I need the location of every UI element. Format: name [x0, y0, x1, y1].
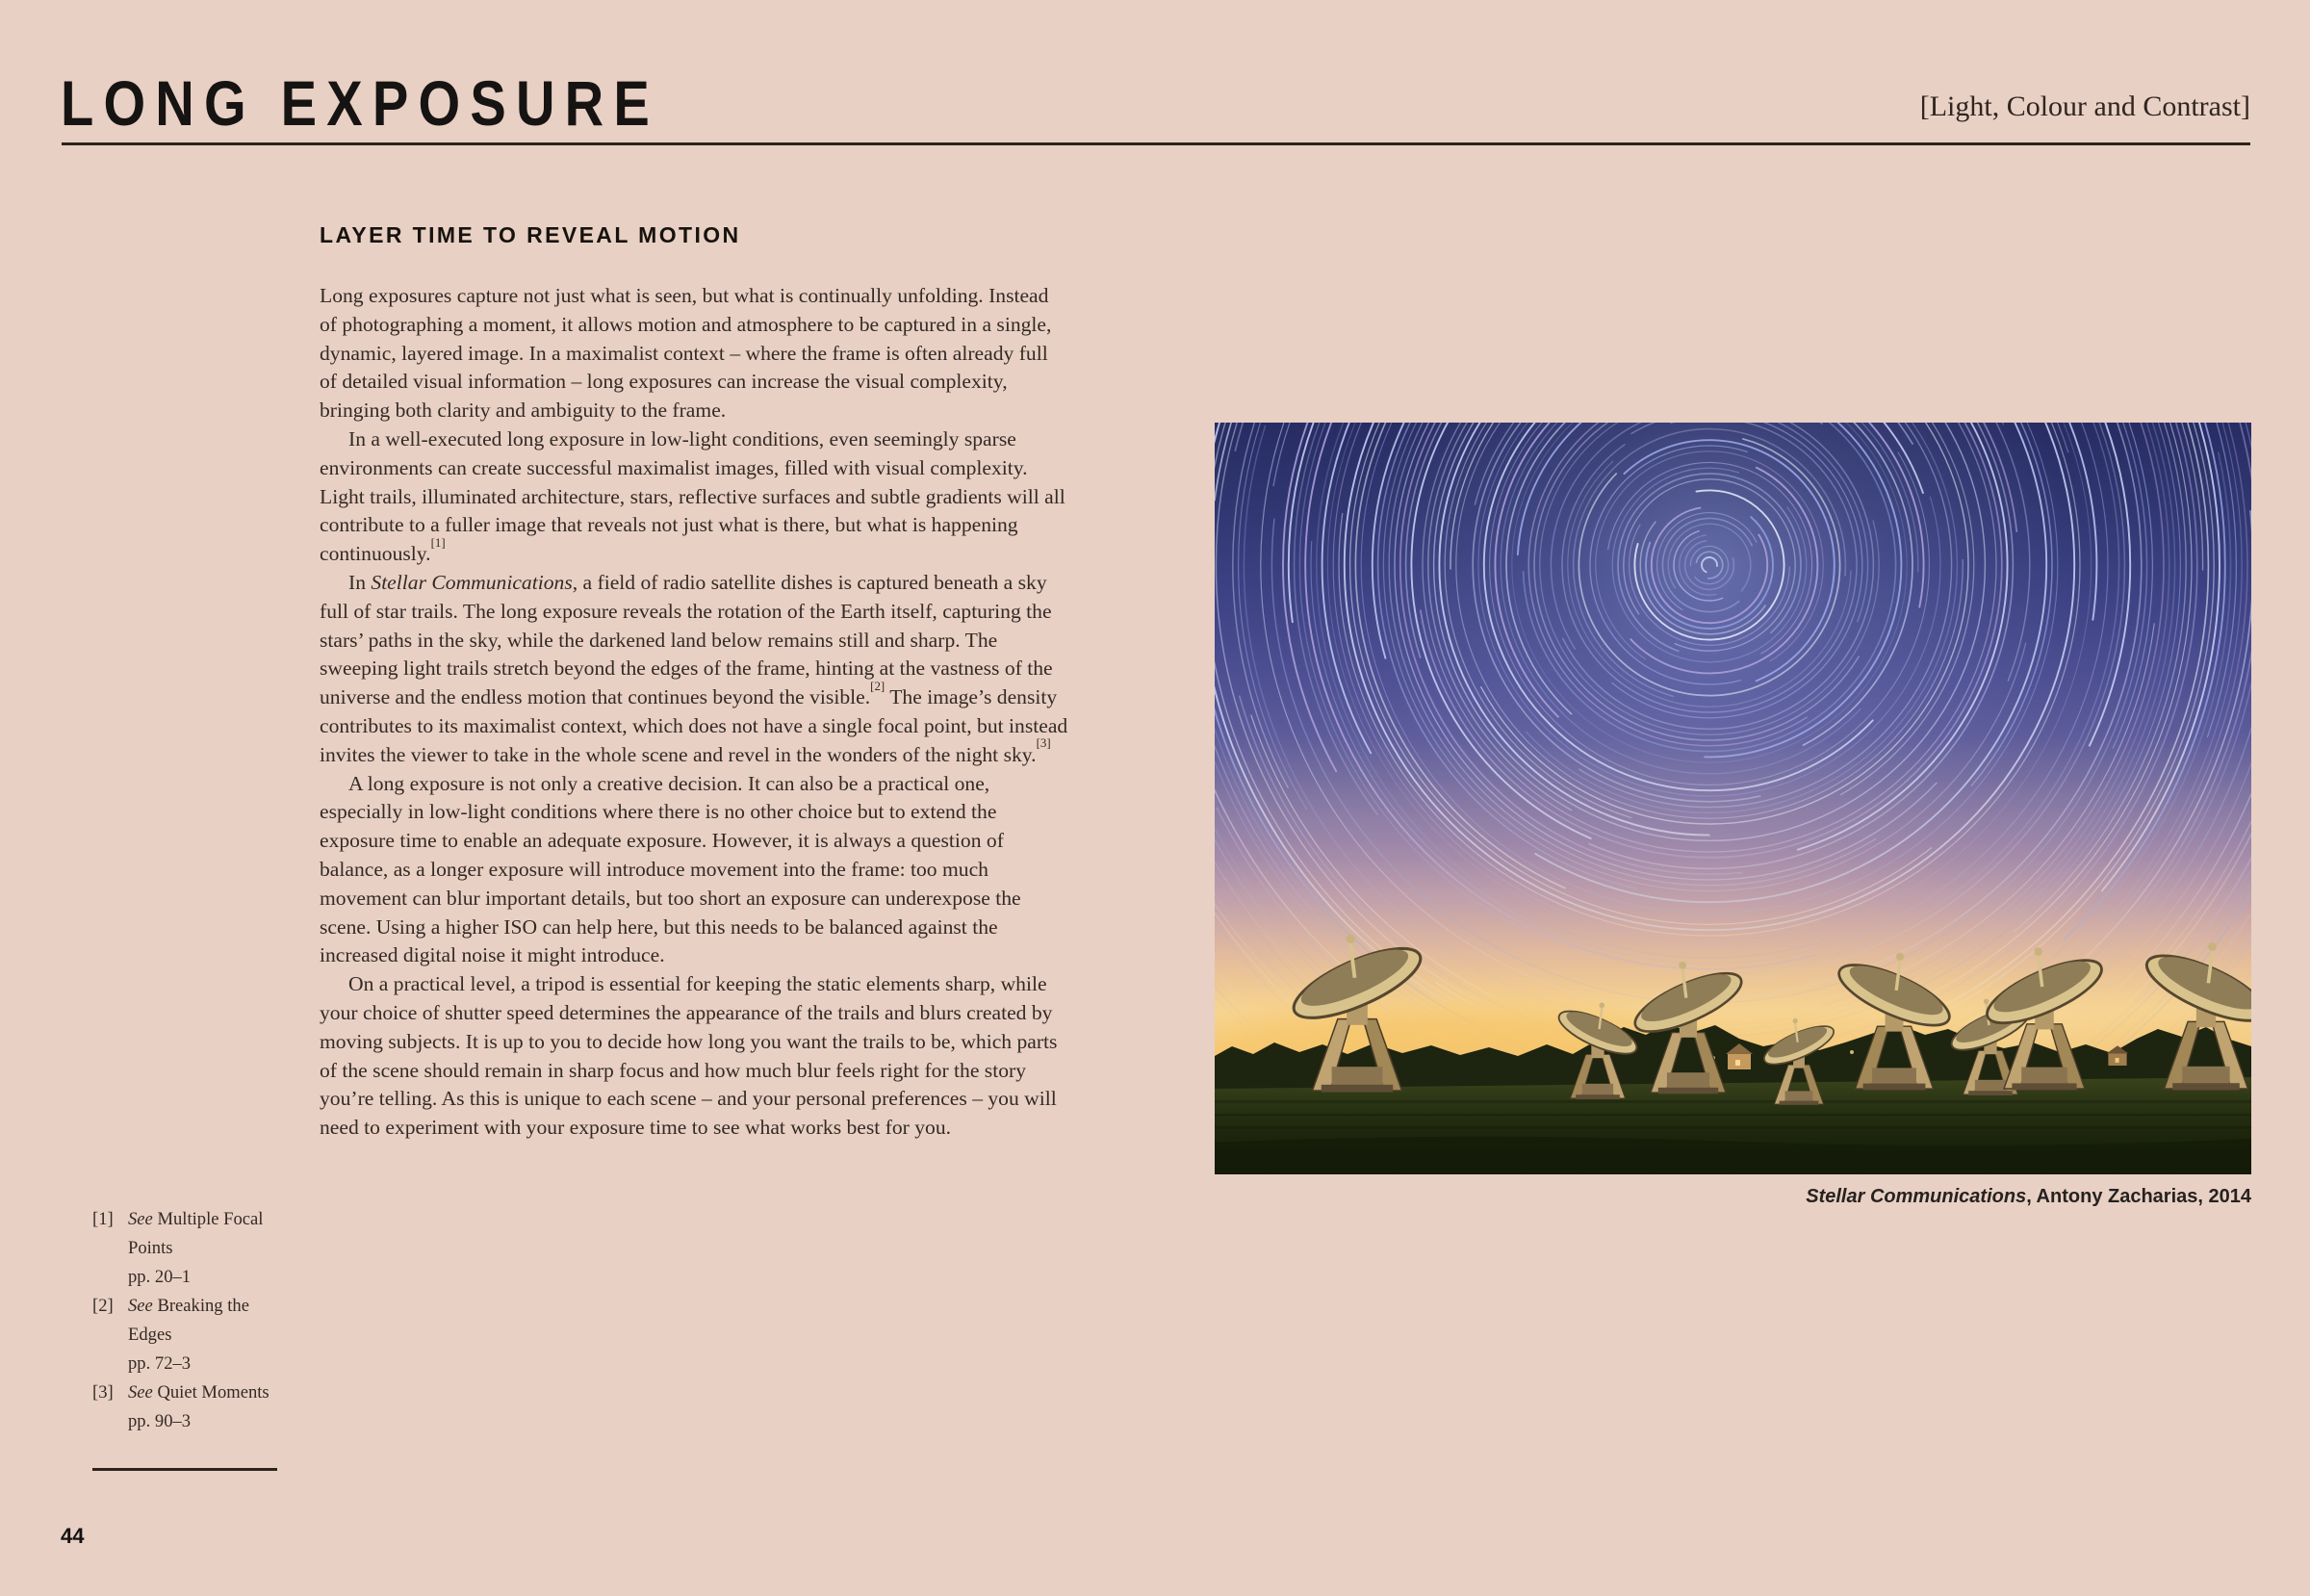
footnote-list [92, 1205, 285, 1436]
footnote-text: See Quiet Moments pp. 90–3 [128, 1378, 282, 1436]
distant-light [1850, 1050, 1854, 1054]
title-rule [62, 142, 2250, 145]
footnotes [92, 1205, 285, 1436]
figure-caption [1806, 1186, 2251, 1208]
paragraph: A long exposure is not only a creative decision. It can also be a practical one, especially in low-light conditions where there is no other choice but to extend the exposure time to enable an adequate exposure. However, it is always a question of balance, as a longer exposure will introduce movement into the frame: too much movement can blur important details, but too short an exposure can underexpose the scene. Using a higher ISO can help here, but this needs to be balanced against the increased digital noise it might introduce. [320, 771, 1021, 967]
page-number: 44 [61, 1524, 85, 1548]
footnote-number: [2] [92, 1296, 114, 1316]
footnote-marker: [1] [430, 534, 446, 550]
footnote-marker: [3] [1036, 735, 1051, 751]
footnote-text: See Multiple Focal Points pp. 20–1 [128, 1205, 282, 1292]
footnote-number: [1] [92, 1209, 114, 1229]
star-trails-sky-svg [1215, 423, 2251, 1174]
paragraph: Long exposures capture not just what is seen, but what is continually unfolding. Instead of photographing a moment, it allows motion and atmosphere to be captured in a single, dynamic, layered image. In a maximalist context – where the frame is often already full of detailed visual information – long exposures can increase the visual complexity, bringing both clarity and ambiguity to the frame. [320, 284, 1052, 423]
caption-credit: , Antony Zacharias, 2014 [2026, 1186, 2251, 1207]
footnote-pages: pp. 90–3 [128, 1411, 192, 1431]
caption-title: Stellar Communications [1806, 1186, 2027, 1207]
footnote-number: [3] [92, 1382, 114, 1403]
chapter-label: [Light, Colour and Contrast] [1919, 90, 2250, 122]
page-title: LONG EXPOSURE [61, 67, 660, 139]
section-heading: LAYER TIME TO REVEAL MOTION [320, 222, 741, 247]
star-trails-photo [1215, 423, 2251, 1174]
footnote [92, 1292, 285, 1378]
paragraph: In Stellar Communications, a field of radio satellite dishes is captured beneath a sky full of star trails. The long exposure reveals the rotation of the Earth itself, capturing the stars’ paths in the sky, while the darkened land below remains still and sharp. The sweeping light trails stretch beyond the edges of the frame, hinting at the vastness of the universe and the endless motion that continues beyond the visible.[2] The image’s density contributes to its maximalist context, which does not have a single focal point, but instead invites the viewer to take in the whole scene and revel in the wonders of the night sky.[3] [320, 570, 1068, 766]
footnote-pages: pp. 72–3 [128, 1353, 192, 1374]
paragraph: On a practical level, a tripod is essential for keeping the static elements sharp, while your choice of shutter speed determines the appearance of the trails and blurs created by moving subjects. It is up to you to decide how long you want the trails to be, which parts of the scene should remain in sharp focus and how much blur feels right for the story you’re telling. As this is unique to each scene – and your personal preferences – you will need to experiment with your exposure time to see what works best for you. [320, 972, 1058, 1140]
footnote-marker: [2] [870, 678, 886, 693]
footnote-rule [92, 1468, 277, 1471]
body-paragraphs [320, 282, 1068, 1143]
paragraph: In a well-executed long exposure in low-light conditions, even seemingly sparse environments can create successful maximalist images, filled with visual complexity. Light trails, illuminated architecture, stars, reflective surfaces and subtle gradients will all contribute to a fuller image that reveals not just what is there, but what is happening continuously.[1] [320, 426, 1065, 566]
footnote-text: See Breaking the Edges pp. 72–3 [128, 1292, 282, 1378]
footnote [92, 1205, 285, 1292]
footnote [92, 1378, 285, 1436]
footnote-pages: pp. 20–1 [128, 1267, 192, 1287]
